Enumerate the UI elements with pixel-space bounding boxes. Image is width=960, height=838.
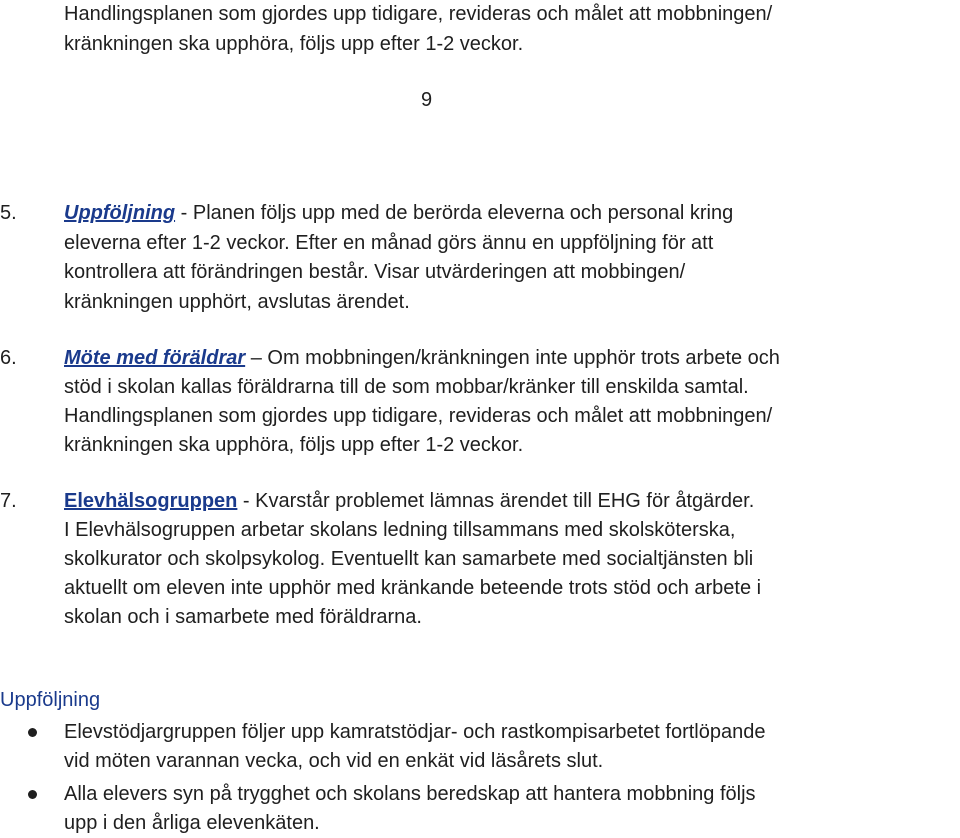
page-number: 9 <box>421 89 433 111</box>
list-item-first-line <box>64 346 780 370</box>
bullet-text-line: Alla elevers syn på trygghet och skolans beredskap att hantera mobbning följs <box>64 783 756 805</box>
paragraph-line: Handlingsplanen som gjordes upp tidigare, revideras och målet att mobbningen/ <box>64 405 773 427</box>
paragraph-line: kränkningen ska upphöra, följs upp efter 1-2 veckor. <box>64 33 524 55</box>
list-number: 6. <box>0 347 17 369</box>
list-item-first-line <box>64 201 733 225</box>
paragraph-line: kränkningen ska upphöra, följs upp efter 1-2 veckor. <box>64 434 524 456</box>
paragraph-line: stöd i skolan kallas föräldrarna till de som mobbar/kränker till enskilda samtal. <box>64 376 749 398</box>
paragraph-line: aktuellt om eleven inte upphör med kränkande beteende trots stöd och arbete i <box>64 577 762 599</box>
item-title: Möte med föräldrar <box>64 347 246 369</box>
bullet-icon <box>28 728 37 737</box>
item-text: – Om mobbningen/kränkningen inte upphör trots arbete och <box>245 347 780 369</box>
paragraph-line: kränkningen upphört, avslutas ärendet. <box>64 291 410 313</box>
section-heading: Uppföljning <box>0 689 101 711</box>
paragraph-line: I Elevhälsogruppen arbetar skolans ledning tillsammans med skolsköterska, <box>64 519 736 541</box>
paragraph-line: kontrollera att förändringen består. Visar utvärderingen att mobbingen/ <box>64 261 686 283</box>
item-title: Uppföljning <box>64 202 176 224</box>
list-number: 5. <box>0 202 17 224</box>
paragraph-line: skolan och i samarbete med föräldrarna. <box>64 606 422 628</box>
item-title: Elevhälsogruppen <box>64 490 238 512</box>
list-number: 7. <box>0 490 17 512</box>
bullet-text-line: vid möten varannan vecka, och vid en enkät vid läsårets slut. <box>64 750 604 772</box>
bullet-text-line: upp i den årliga elevenkäten. <box>64 812 320 834</box>
paragraph-line: Handlingsplanen som gjordes upp tidigare, revideras och målet att mobbningen/ <box>64 3 773 25</box>
bullet-icon <box>28 790 37 799</box>
item-text: - Kvarstår problemet lämnas ärendet till EHG för åtgärder. <box>237 490 755 512</box>
bullet-text-line: Elevstödjargruppen följer upp kamratstödjar- och rastkompisarbetet fortlöpande <box>64 721 766 743</box>
item-text: - Planen följs upp med de berörda eleverna och personal kring <box>175 202 734 224</box>
paragraph-line: skolkurator och skolpsykolog. Eventuellt kan samarbete med socialtjänsten bli <box>64 548 754 570</box>
paragraph-line: eleverna efter 1-2 veckor. Efter en månad görs ännu en uppföljning för att <box>64 232 714 254</box>
list-item-first-line <box>64 489 754 513</box>
